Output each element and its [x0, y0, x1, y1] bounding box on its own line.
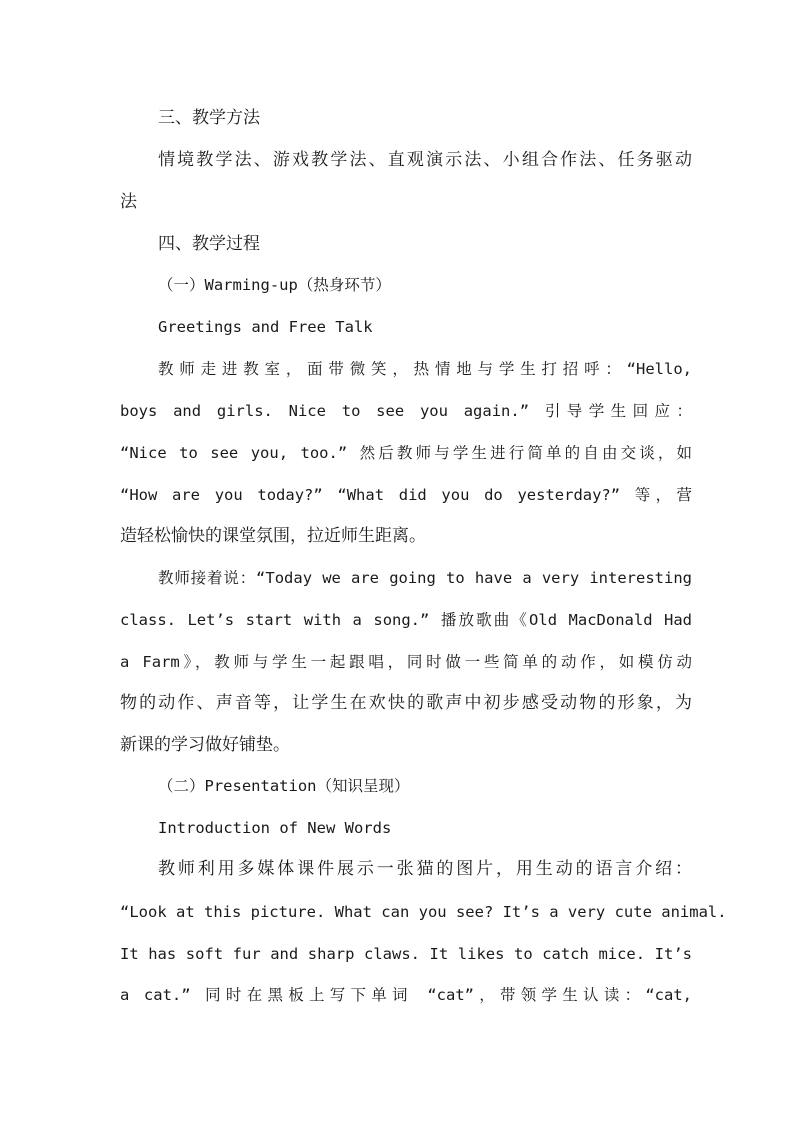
section-heading-teaching-process: 四、教学过程 — [158, 234, 260, 254]
paragraph-line: 造轻松愉快的课堂氛围，拉近师生距离。 — [120, 526, 426, 546]
subheading-new-words: Introduction of New Words — [158, 819, 392, 837]
paragraph-line: “Look at this picture. What can you see? It’s a very cute animal. — [120, 903, 727, 921]
paragraph-line: 新课的学习做好铺垫。 — [120, 735, 290, 755]
paragraph-line: a Farm》，教师与学生一起跟唱，同时做一些简单的动作，如模仿动 — [120, 653, 692, 671]
teaching-methods-text-continued: 法 — [120, 192, 137, 212]
paragraph-line: 教师利用多媒体课件展示一张猫的图片，用生动的语言介绍： — [158, 859, 692, 879]
paragraph-line: a cat.” 同时在黑板上写下单词 “cat”，带领学生认读：“cat, — [120, 986, 692, 1004]
subsection-heading-warming-up: （一）Warming-up（热身环节） — [158, 276, 391, 294]
paragraph-line: class. Let’s start with a song.” 播放歌曲《Old MacDonald Had — [120, 611, 692, 629]
subheading-greetings: Greetings and Free Talk — [158, 318, 373, 336]
subsection-heading-presentation: （二）Presentation（知识呈现） — [158, 777, 410, 795]
section-heading-teaching-methods: 三、教学方法 — [158, 108, 260, 128]
paragraph-line: boys and girls. Nice to see you again.” 引导学生回应： — [120, 402, 692, 420]
paragraph-line: It has soft fur and sharp claws. It likes to catch mice. It’s — [120, 945, 692, 963]
paragraph-line: 教师接着说：“Today we are going to have a very interesting — [158, 569, 692, 587]
paragraph-line: “How are you today?” “What did you do yesterday?” 等，营 — [120, 486, 692, 504]
paragraph-line: 物的动作、声音等，让学生在欢快的歌声中初步感受动物的形象，为 — [120, 693, 692, 713]
paragraph-line: “Nice to see you, too.” 然后教师与学生进行简单的自由交谈，如 — [120, 444, 692, 462]
teaching-methods-text: 情境教学法、游戏教学法、直观演示法、小组合作法、任务驱动 — [158, 150, 692, 170]
paragraph-line: 教师走进教室，面带微笑，热情地与学生打招呼：“Hello, — [158, 360, 692, 378]
